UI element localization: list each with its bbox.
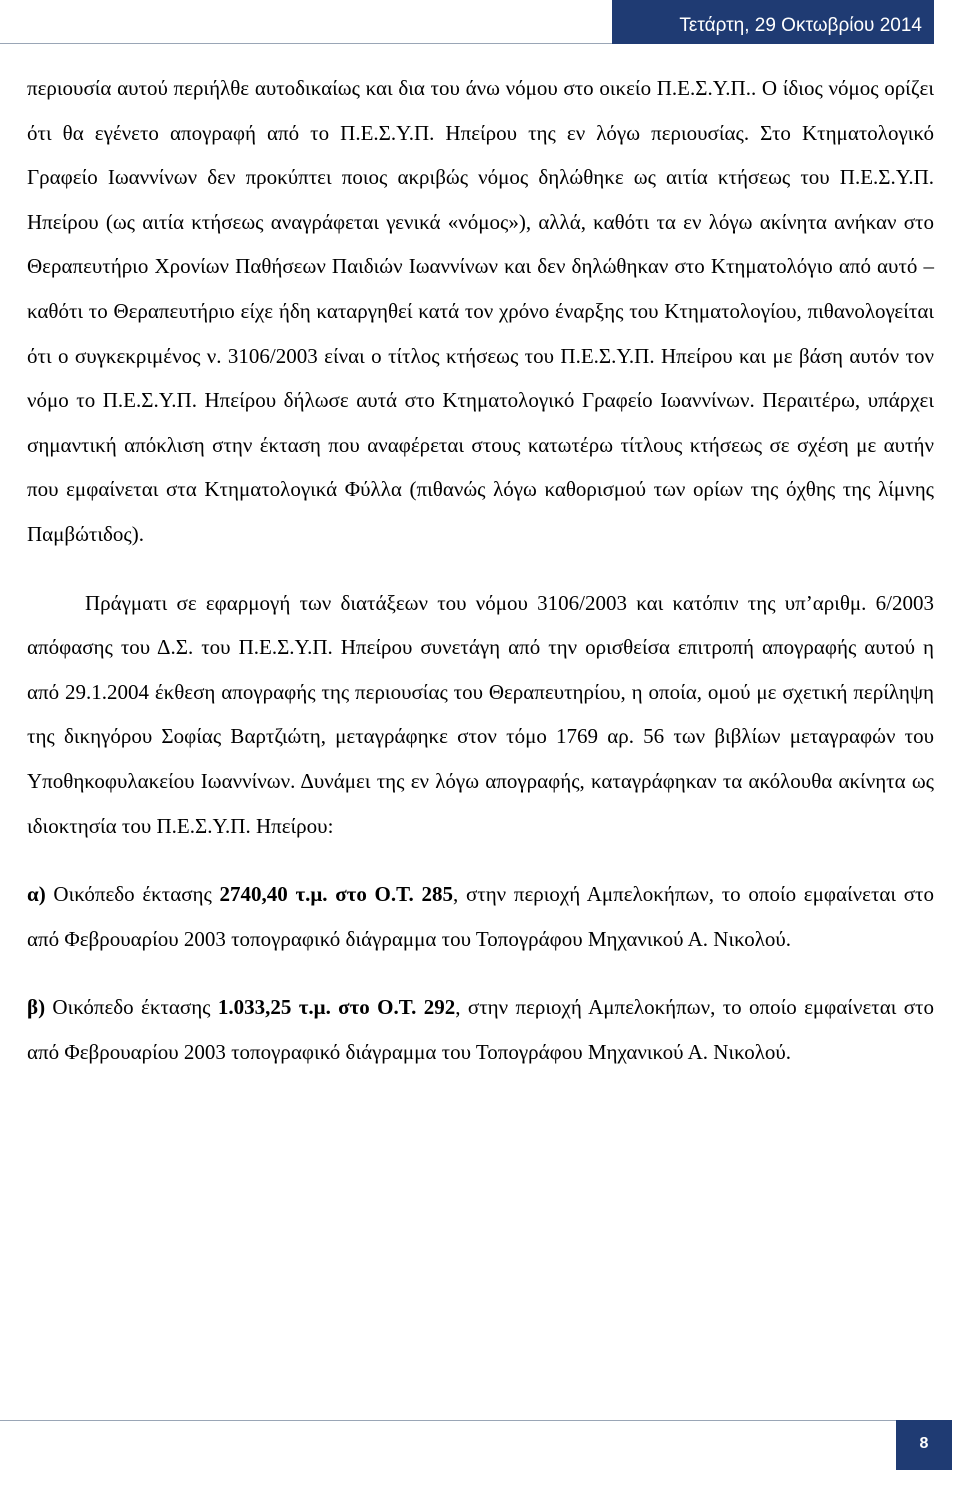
item-b-area: 1.033,25 τ.μ. στο Ο.Τ. 292 (217, 995, 456, 1020)
list-item-a (27, 872, 934, 961)
paragraph-1: περιουσία αυτού περιήλθε αυτοδικαίως και δια του άνω νόμου στο οικείο Π.Ε.Σ.Υ.Π.. Ο ίδιος νόμος ορίζει ότι θα εγένετο απογραφή από το Π.Ε.Σ.Υ.Π. Ηπείρου της εν λόγω περιουσίας. Στο Κτηματολογικό Γραφείο Ιωαννίνων δεν προκύπτει ποιος ακριβώς νόμος δηλώθηκε ως αιτία κτήσεως του Π.Ε.Σ.Υ.Π. Ηπείρου (ως αιτία κτήσεως αναγράφεται γενικά «νόμος»), αλλά, καθότι τα εν λόγω ακίνητα ανήκαν στο Θεραπευτήριο Χρονίων Παθήσεων Παιδιών Ιωαννίνων και δεν δηλώθηκαν στο Κτηματολόγιο από αυτό –καθότι το Θεραπευτήριο είχε ήδη καταργηθεί κατά τον χρόνο έναρξης του Κτηματολογίου, πιθανολογείται ότι ο συγκεκριμένος ν. 3106/2003 είναι ο τίτλος κτήσεως του Π.Ε.Σ.Υ.Π. Ηπείρου και με βάση αυτόν τον νόμο το Π.Ε.Σ.Υ.Π. Ηπείρου δήλωσε αυτά στο Κτηματολογικό Γραφείο Ιωαννίνων. Περαιτέρω, υπάρχει σημαντική απόκλιση στην έκταση που αναφέρεται στους κατωτέρω τίτλους κτήσεως σε σχέση με αυτήν που εμφαίνεται στα Κτηματολογικά Φύλλα (πιθανώς λόγω καθορισμού των ορίων της όχθης της λίμνης Παμβώτιδος). (27, 76, 934, 546)
paragraph-2: Πράγματι σε εφαρμογή των διατάξεων του νόμου 3106/2003 και κατόπιν της υπ’αριθμ. 6/2003 απόφασης του Δ.Σ. του Π.Ε.Σ.Υ.Π. Ηπείρου συνετάγη από την ορισθείσα επιτροπή απογραφής αυτού η από 29.1.2004 έκθεση απογραφής της περιουσίας του Θεραπευτηρίου, η οποία, ομού με σχετική περίληψη της δικηγόρου Σοφίας Βαρτζιώτη, μεταγράφηκε στον τόμο 1769 αρ. 56 των βιβλίων μεταγραφών του Υποθηκοφυλακείου Ιωαννίνων. Δυνάμει της εν λόγω απογραφής, καταγράφηκαν τα ακόλουθα ακίνητα ως ιδιοκτησία του Π.Ε.Σ.Υ.Π. Ηπείρου: (27, 590, 934, 838)
item-a-marker: α) (27, 882, 46, 907)
item-b-text-1: Οικόπεδο έκτασης (45, 995, 218, 1020)
header-date: Τετάρτη, 29 Οκτωβρίου 2014 (612, 0, 934, 44)
document-body (27, 66, 934, 1074)
footer-rule (0, 1420, 896, 1421)
header-rule (0, 43, 612, 44)
item-a-area: 2740,40 τ.μ. στο Ο.Τ. 285 (219, 882, 453, 907)
list-item-b (27, 985, 934, 1074)
item-a-text-1: Οικόπεδο έκτασης (45, 882, 220, 907)
page-number: 8 (896, 1420, 952, 1470)
item-a-text-2: , στην περιοχή Αμπελοκήπων, το οποίο εμφαίνεται στο από Φεβρουαρίου 2003 τοπογραφικό διάγραμμα του Τοπογράφου Μηχανικού Α. Νικολού. (27, 882, 934, 951)
item-b-marker: β) (27, 995, 46, 1020)
item-b-text-2: , στην περιοχή Αμπελοκήπων, το οποίο εμφαίνεται στο από Φεβρουαρίου 2003 τοπογραφικό διάγραμμα του Τοπογράφου Μηχανικού Α. Νικολού. (27, 995, 934, 1064)
